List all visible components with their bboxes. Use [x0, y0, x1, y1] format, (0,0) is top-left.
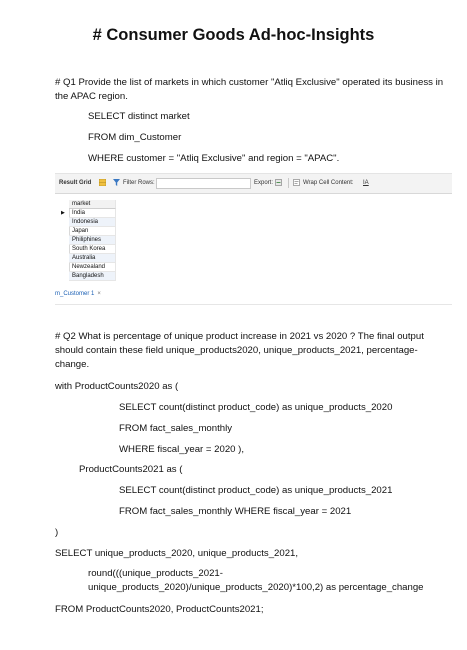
toolbar-divider [288, 178, 289, 188]
q2-code-line-2: SELECT count(distinct product_code) as unique_products_2020 [119, 402, 393, 413]
table-row[interactable] [55, 245, 115, 254]
q2-code-line-9: SELECT unique_products_2020, unique_products_2021, [55, 548, 299, 559]
cell-market[interactable]: Japan [69, 227, 116, 236]
table-row[interactable] [55, 218, 115, 227]
q1-question [55, 76, 443, 104]
q1-sql-line-3: WHERE customer = "Atliq Exclusive" and region = "APAC". [88, 153, 340, 164]
table-row[interactable] [55, 263, 115, 272]
q2-code-line-8: ) [55, 527, 59, 538]
filter-rows-label: Filter Rows: [123, 180, 155, 186]
table-row[interactable] [55, 254, 115, 263]
table-row[interactable] [55, 272, 115, 281]
cell-market[interactable]: Indonesia [69, 218, 116, 227]
wrap-cell-icon[interactable] [293, 179, 300, 186]
close-icon[interactable]: × [97, 291, 101, 297]
result-grid-table [55, 200, 115, 281]
grid-icon[interactable] [99, 179, 106, 186]
q1-sql-line-2: FROM dim_Customer [88, 132, 182, 143]
cell-market[interactable]: South Korea [69, 245, 116, 254]
cell-market[interactable]: Bangladesh [69, 272, 116, 281]
q2-code-line-5: ProductCounts2021 as ( [79, 464, 183, 475]
q2-question-line2: should contain these field unique_products2020, unique_products_2021, percentage- [55, 345, 418, 356]
wrap-cell-label: Wrap Cell Content: [303, 180, 354, 186]
q2-code-line-12: FROM ProductCounts2020, ProductCounts2021; [55, 604, 264, 615]
result-grid-toolbar [55, 174, 452, 194]
filter-rows-input[interactable] [156, 178, 251, 189]
q2-code-line-3: FROM fact_sales_monthly [119, 423, 233, 434]
cell-market[interactable]: India [69, 209, 116, 218]
filter-icon[interactable] [113, 179, 120, 186]
result-panel-divider [55, 304, 452, 305]
cell-market[interactable]: Newzealand [69, 263, 116, 272]
grid-header-row [55, 200, 115, 209]
q2-question-line3: change. [55, 359, 90, 370]
result-grid-tab[interactable]: Result Grid [59, 180, 92, 186]
q2-code-line-6: SELECT count(distinct product_code) as unique_products_2021 [119, 485, 393, 496]
q2-question [55, 330, 424, 372]
result-tab[interactable] [55, 291, 101, 297]
q2-code-line-11: unique_products_2020)/unique_products_2020)*100,2) as percentage_change [88, 582, 424, 593]
export-icon[interactable] [275, 179, 282, 186]
export-label: Export: [254, 180, 274, 186]
q2-code-line-1: with ProductCounts2020 as ( [55, 381, 179, 392]
wrap-toggle-icon[interactable]: IA [363, 180, 369, 186]
q1-sql-line-1: SELECT distinct market [88, 111, 190, 122]
table-row[interactable] [55, 227, 115, 236]
result-tab-label[interactable]: m_Customer 1 [55, 291, 95, 297]
document-title: # Consumer Goods Ad-hoc-Insights [92, 26, 375, 44]
q2-question-line1: # Q2 What is percentage of unique product increase in 2021 vs 2020 ? The final output [55, 331, 424, 342]
q2-code-line-4: WHERE fiscal_year = 2020 ), [119, 444, 245, 455]
q2-code-line-10: round(((unique_products_2021- [88, 568, 223, 579]
q1-question-line1: # Q1 Provide the list of markets in which customer "Atliq Exclusive" operated its business in [55, 77, 444, 88]
column-header-market[interactable]: market [69, 200, 116, 209]
table-row[interactable] [55, 236, 115, 245]
result-grid-panel [55, 173, 452, 306]
cell-market[interactable]: Philiphines [69, 236, 116, 245]
cell-market[interactable]: Australia [69, 254, 116, 263]
q1-question-line2: the APAC region. [55, 91, 128, 102]
q2-code-line-7: FROM fact_sales_monthly WHERE fiscal_year = 2021 [119, 506, 352, 517]
table-row[interactable] [55, 209, 115, 218]
